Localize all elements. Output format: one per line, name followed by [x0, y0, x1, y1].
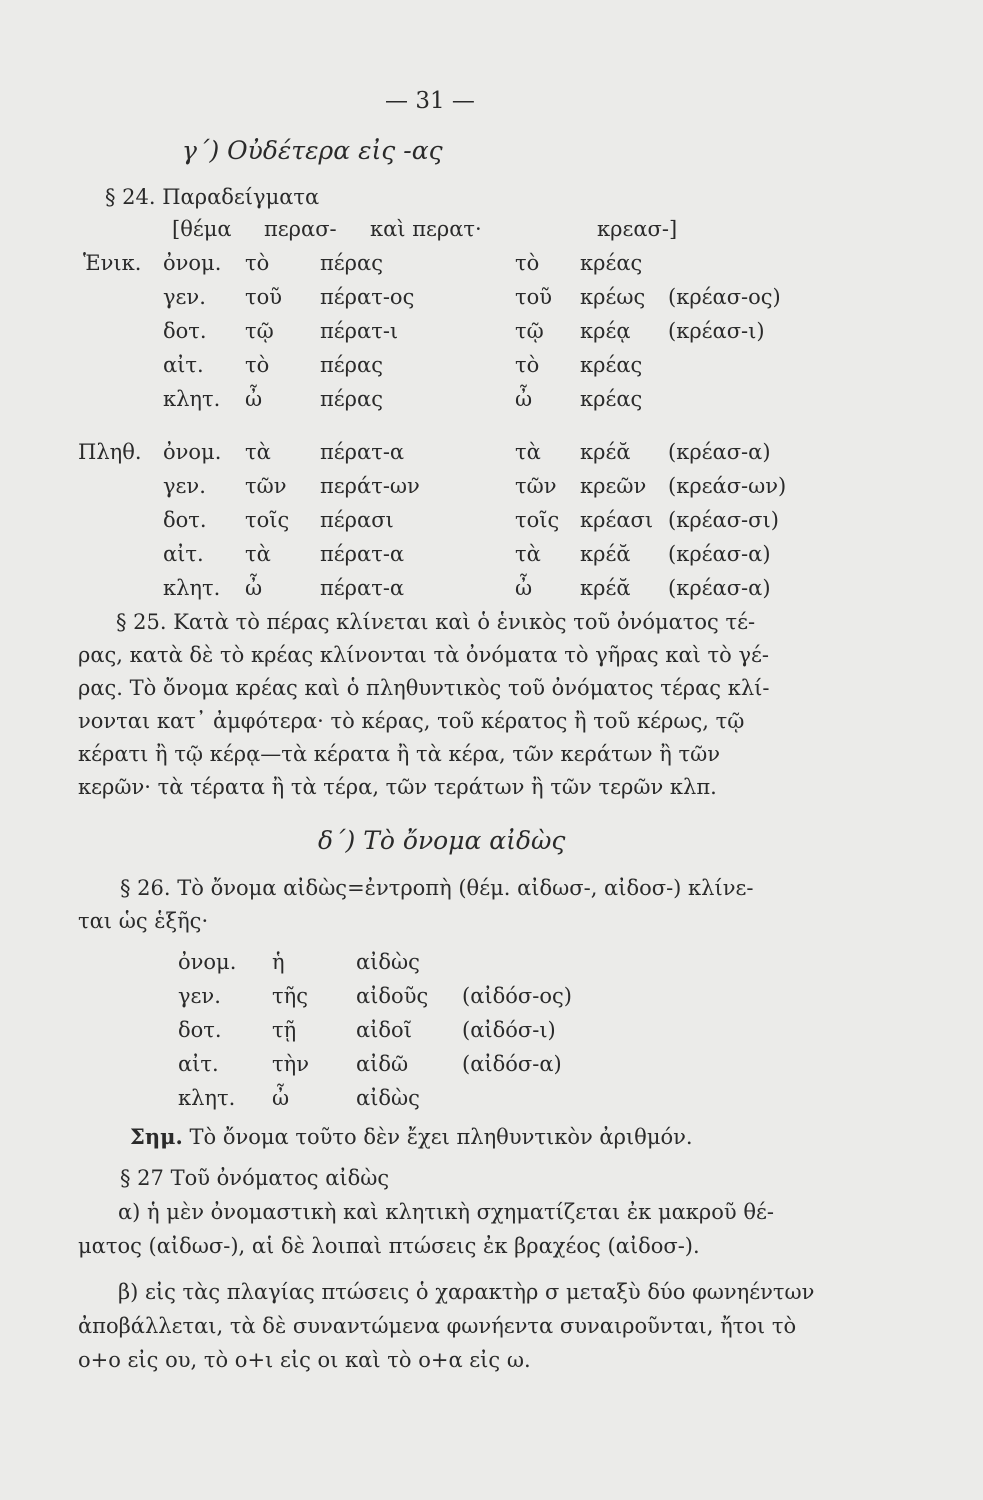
- aidos-cell: αἰδοῖ: [356, 1018, 412, 1042]
- aidos-cell: αἰτ.: [178, 1052, 219, 1076]
- plural-cell: κρέᾰ: [580, 440, 631, 464]
- singular-cell: πέρατ-ος: [320, 285, 415, 309]
- plural-cell: κρέᾰ: [580, 542, 631, 566]
- aidos-cell: τὴν: [272, 1052, 309, 1076]
- aidos-cell: αἰδὼς: [356, 1086, 420, 1110]
- aidos-cell: δοτ.: [178, 1018, 222, 1042]
- plural-cell: πέρατ-α: [320, 440, 405, 464]
- aidos-cell: (αἰδόσ-α): [462, 1052, 562, 1076]
- plural-cell: τὰ: [515, 440, 541, 464]
- para-27-line: β) εἰς τὰς πλαγίας πτώσεις ὁ χαρακτὴρ σ μεταξὺ δύο φωνηέντων: [118, 1280, 815, 1304]
- note-label: Σημ.: [130, 1124, 183, 1149]
- aidos-row: [0, 950, 900, 980]
- aidos-cell: ὦ: [272, 1086, 290, 1110]
- singular-row: [0, 319, 900, 349]
- singular-cell: πέρας: [320, 387, 383, 411]
- plural-cell: τὰ: [245, 440, 271, 464]
- stem-peras: περασ-: [264, 217, 337, 241]
- aidos-row: [0, 984, 900, 1014]
- aidos-cell: γεν.: [178, 984, 221, 1008]
- singular-cell: κρέας: [580, 251, 643, 275]
- singular-cell: ὀνομ.: [163, 251, 222, 275]
- plural-cell: ὦ: [245, 576, 263, 600]
- plural-cell: ὦ: [515, 576, 533, 600]
- para-27-body: [78, 1200, 878, 1380]
- para-27-line: ἀποβάλλεται, τὰ δὲ συναντώμενα φωνήεντα συναιροῦνται, ἤτοι τὸ: [78, 1314, 797, 1338]
- para-25-line: κερῶν· τὰ τέρατα ἢ τὰ τέρα, τῶν τεράτων ἢ τῶν τερῶν κλπ.: [78, 775, 717, 799]
- aidos-cell: αἰδῶ: [356, 1052, 409, 1076]
- aidos-cell: (αἰδόσ-ι): [462, 1018, 556, 1042]
- aidos-cell: (αἰδόσ-ος): [462, 984, 572, 1008]
- note-text: Τὸ ὄνομα τοῦτο δὲν ἔχει πληθυντικὸν ἀριθμόν.: [189, 1125, 693, 1149]
- singular-cell: δοτ.: [163, 319, 207, 343]
- plural-cell: τῶν: [245, 474, 287, 498]
- plural-cell: πέρατ-α: [320, 576, 405, 600]
- plural-cell: κρέασι: [580, 508, 654, 532]
- aidos-cell: κλητ.: [178, 1086, 236, 1110]
- singular-cell: ὦ: [515, 387, 533, 411]
- para-25-line: νονται κατ᾿ ἀμφότερα· τὸ κέρας, τοῦ κέρατος ἢ τοῦ κέρως, τῷ: [78, 709, 745, 733]
- plural-row: [0, 576, 900, 606]
- plural-cell: κλητ.: [163, 576, 221, 600]
- singular-label: Ἑνικ.: [83, 251, 142, 275]
- plural-cell: δοτ.: [163, 508, 207, 532]
- para-25: [78, 610, 838, 800]
- plural-cell: τὰ: [515, 542, 541, 566]
- aidos-row: [0, 1086, 900, 1116]
- singular-cell: πέρας: [320, 353, 383, 377]
- singular-row: [0, 353, 900, 383]
- para-27-line: ματος (αἰδωσ-), αἱ δὲ λοιπαὶ πτώσεις ἐκ βραχέος (αἰδοσ-).: [78, 1234, 700, 1258]
- para-26-line: § 26. Τὸ ὄνομα αἰδὼς=ἐντροπὴ (θέμ. αἰδωσ-, αἰδοσ-) κλίνε-: [120, 876, 754, 900]
- plural-cell: (κρεάσ-ων): [668, 474, 787, 498]
- aidos-cell: αἰδοῦς: [356, 984, 429, 1008]
- para-25-line: κέρατι ἢ τῷ κέρᾳ—τὰ κέρατα ἢ τὰ κέρα, τῶν κεράτων ἢ τῶν: [78, 742, 721, 766]
- plural-cell: αἰτ.: [163, 542, 204, 566]
- plural-row: [0, 474, 900, 504]
- plural-cell: πέρατ-α: [320, 542, 405, 566]
- singular-cell: τοῦ: [245, 285, 283, 309]
- singular-row: [0, 285, 900, 315]
- plural-cell: ὀνομ.: [163, 440, 222, 464]
- plural-label: Πληθ.: [78, 440, 142, 464]
- para-25-line: ρας, κατὰ δὲ τὸ κρέας κλίνονται τὰ ὀνόματα τὸ γῆρας καὶ τὸ γέ-: [78, 643, 770, 667]
- singular-row: [0, 251, 900, 281]
- plural-row: [0, 440, 900, 470]
- stem-kreas: κρεασ-]: [597, 217, 678, 241]
- plural-cell: πέρασι: [320, 508, 394, 532]
- plural-cell: τὰ: [245, 542, 271, 566]
- para-27-title: § 27 Τοῦ ὀνόματος αἰδὼς: [120, 1166, 390, 1190]
- singular-cell: κλητ.: [163, 387, 221, 411]
- singular-cell: τῷ: [515, 319, 544, 343]
- singular-cell: κρέας: [580, 387, 643, 411]
- singular-cell: τὸ: [515, 353, 540, 377]
- singular-cell: τὸ: [245, 251, 270, 275]
- aidos-cell: τῆς: [272, 984, 308, 1008]
- para-27-line: ο+ο εἰς ου, τὸ ο+ι εἰς οι καὶ τὸ ο+α εἰς ω.: [78, 1348, 531, 1372]
- aidos-row: [0, 1052, 900, 1082]
- singular-cell: κρέως: [580, 285, 646, 309]
- page-number: — 31 —: [385, 88, 475, 114]
- plural-cell: κρεῶν: [580, 474, 647, 498]
- singular-cell: γεν.: [163, 285, 206, 309]
- section-delta-heading: δ΄) Τὸ ὄνομα αἰδὼς: [318, 826, 566, 855]
- singular-row: [0, 387, 900, 417]
- plural-cell: (κρέασ-α): [668, 542, 771, 566]
- singular-cell: τοῦ: [515, 285, 553, 309]
- singular-cell: τῷ: [245, 319, 274, 343]
- singular-cell: τὸ: [515, 251, 540, 275]
- para-26-line: ται ὡς ἑξῆς·: [78, 909, 209, 933]
- plural-cell: τοῖς: [515, 508, 560, 532]
- stem-label: [θέμα: [172, 217, 232, 241]
- plural-row: [0, 542, 900, 572]
- plural-cell: γεν.: [163, 474, 206, 498]
- aidos-cell: τῇ: [272, 1018, 297, 1042]
- section-gamma-heading: γ΄) Οὐδέτερα εἰς -ας: [182, 136, 443, 165]
- stem-perat: καὶ περατ·: [370, 217, 482, 241]
- plural-cell: (κρέασ-α): [668, 440, 771, 464]
- singular-cell: πέρατ-ι: [320, 319, 399, 343]
- plural-cell: περάτ-ων: [320, 474, 420, 498]
- singular-cell: (κρέασ-ι): [668, 319, 765, 343]
- singular-cell: κρέᾳ: [580, 319, 631, 343]
- plural-cell: κρέᾰ: [580, 576, 631, 600]
- singular-cell: κρέας: [580, 353, 643, 377]
- plural-cell: τῶν: [515, 474, 557, 498]
- plural-cell: (κρέασ-σι): [668, 508, 779, 532]
- aidos-cell: ὀνομ.: [178, 950, 237, 974]
- para-24-label: § 24. Παραδείγματα: [105, 185, 320, 209]
- para-27-line: α) ἡ μὲν ὀνομαστικὴ καὶ κλητικὴ σχηματίζεται ἐκ μακροῦ θέ-: [118, 1200, 774, 1224]
- singular-cell: πέρας: [320, 251, 383, 275]
- aidos-row: [0, 1018, 900, 1048]
- plural-row: [0, 508, 900, 538]
- note-line: [130, 1124, 693, 1149]
- singular-cell: (κρέασ-ος): [668, 285, 781, 309]
- aidos-cell: αἰδὼς: [356, 950, 420, 974]
- plural-cell: τοῖς: [245, 508, 290, 532]
- para-25-line: ρας. Τὸ ὄνομα κρέας καὶ ὁ πληθυντικὸς τοῦ ὀνόματος τέρας κλί-: [78, 676, 770, 700]
- stems-row: [0, 217, 900, 247]
- para-25-line: § 25. Κατὰ τὸ πέρας κλίνεται καὶ ὁ ἑνικὸς τοῦ ὀνόματος τέ-: [116, 610, 756, 634]
- aidos-cell: ἡ: [272, 950, 285, 974]
- plural-cell: (κρέασ-α): [668, 576, 771, 600]
- singular-cell: αἰτ.: [163, 353, 204, 377]
- singular-cell: ὦ: [245, 387, 263, 411]
- singular-cell: τὸ: [245, 353, 270, 377]
- para-26: [78, 876, 838, 946]
